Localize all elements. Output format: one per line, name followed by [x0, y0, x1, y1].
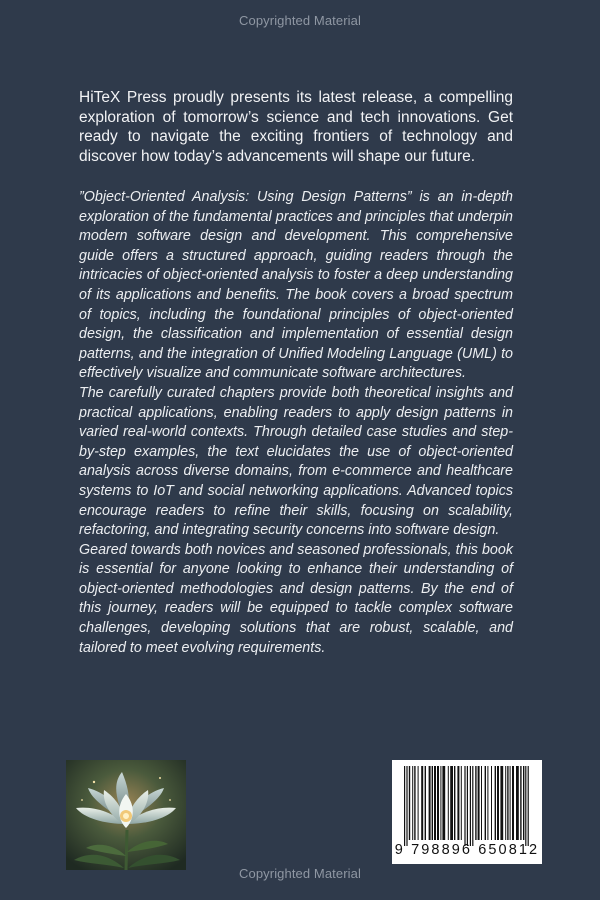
- barcode-bar: [404, 766, 405, 846]
- description-paragraph-2: The carefully curated chapters provide both theoretical insights and practical applications, enabling readers to apply design patterns in varied real-world contexts. Through detailed case studies and step-by-step examples, the text elucidates the use of object-oriented analysis across diverse domains, from e-commerce and healthcare systems to IoT and social networking applications. Advanced topics encourage readers to refine their skills, focusing on scalability, refactoring, and integrating security concerns into software design.: [79, 384, 513, 539]
- barcode-bar: [525, 766, 526, 846]
- barcode-bar: [461, 766, 462, 840]
- barcode-bar: [495, 766, 496, 840]
- barcode-bar: [510, 766, 511, 840]
- barcode-bar: [434, 766, 436, 840]
- barcode-bar: [450, 766, 453, 840]
- barcode-bar: [448, 766, 449, 840]
- barcode-bar: [440, 766, 441, 840]
- barcode-bar: [516, 766, 519, 840]
- publisher-intro: HiTeX Press proudly presents its latest release, a compelling exploration of tomorrow’s science and tech innovations. Get ready to navigate the exciting frontiers of technology and discover how today’s advancements will shape our future.: [79, 89, 513, 166]
- barcode-bar: [478, 766, 480, 840]
- barcode-bar: [512, 766, 514, 840]
- barcode-bar: [485, 766, 486, 840]
- barcode-bar: [437, 766, 439, 840]
- copyright-watermark-bottom: Copyrighted Material: [239, 866, 361, 881]
- description-paragraph-3: Geared towards both novices and seasoned professionals, this book is essential for anyone looking to enhance their understanding of object-oriented methodologies and design patterns. By the end of this journey, readers will be equipped to tackle complex software challenges, developing solutions that are robust, scalable, and tailored to meet evolving requirements.: [79, 541, 513, 656]
- lotus-flower-icon: [66, 760, 186, 870]
- barcode-digits: 9 798896 650812: [394, 842, 540, 858]
- barcode-bar: [472, 766, 473, 846]
- description-paragraph-1: ”Object-Oriented Analysis: Using Design Patterns” is an in-depth exploration of the fundamental practices and principles that underpin modern software design and development. This comprehensive guide offers a structured approach, guiding readers through the intricacies of object-oriented analysis to foster a deep understanding of its applications and benefits. The book covers a broad spectrum of topics, including the foundational principles of object-oriented design, the classification and implementation of essential design patterns, and the integration of Unified Modeling Language (UML) to effectively visualize and communicate software architectures.: [79, 189, 513, 382]
- barcode-bar: [406, 766, 407, 846]
- barcode-bar: [470, 766, 471, 846]
- barcode-bar: [464, 766, 465, 846]
- barcode-bar: [454, 766, 455, 840]
- isbn-barcode-icon: [392, 760, 542, 864]
- book-description: [79, 188, 513, 658]
- barcode-bar: [421, 766, 423, 840]
- barcode-bar: [491, 766, 492, 840]
- barcode-bar: [500, 766, 503, 840]
- barcode-bar: [507, 766, 508, 840]
- barcode-bar: [467, 766, 468, 846]
- barcode-bar: [457, 766, 459, 840]
- barcode-bar: [412, 766, 413, 840]
- barcode-bar: [475, 766, 476, 840]
- barcode-bar: [523, 766, 524, 840]
- barcode-bar: [497, 766, 499, 840]
- barcode-bar: [414, 766, 415, 840]
- barcode-bar: [442, 766, 445, 840]
- barcode-bar: [425, 766, 426, 840]
- barcode-bar: [418, 766, 419, 840]
- barcode-bar: [487, 766, 488, 840]
- barcode-bar: [409, 766, 410, 840]
- barcode-bar: [481, 766, 482, 840]
- barcode-bar: [432, 766, 433, 840]
- barcode-bar: [429, 766, 431, 840]
- barcode-bar: [528, 766, 529, 846]
- copyright-watermark-top: Copyrighted Material: [239, 13, 361, 28]
- barcode-bar: [520, 766, 521, 840]
- barcode-bar: [505, 766, 506, 840]
